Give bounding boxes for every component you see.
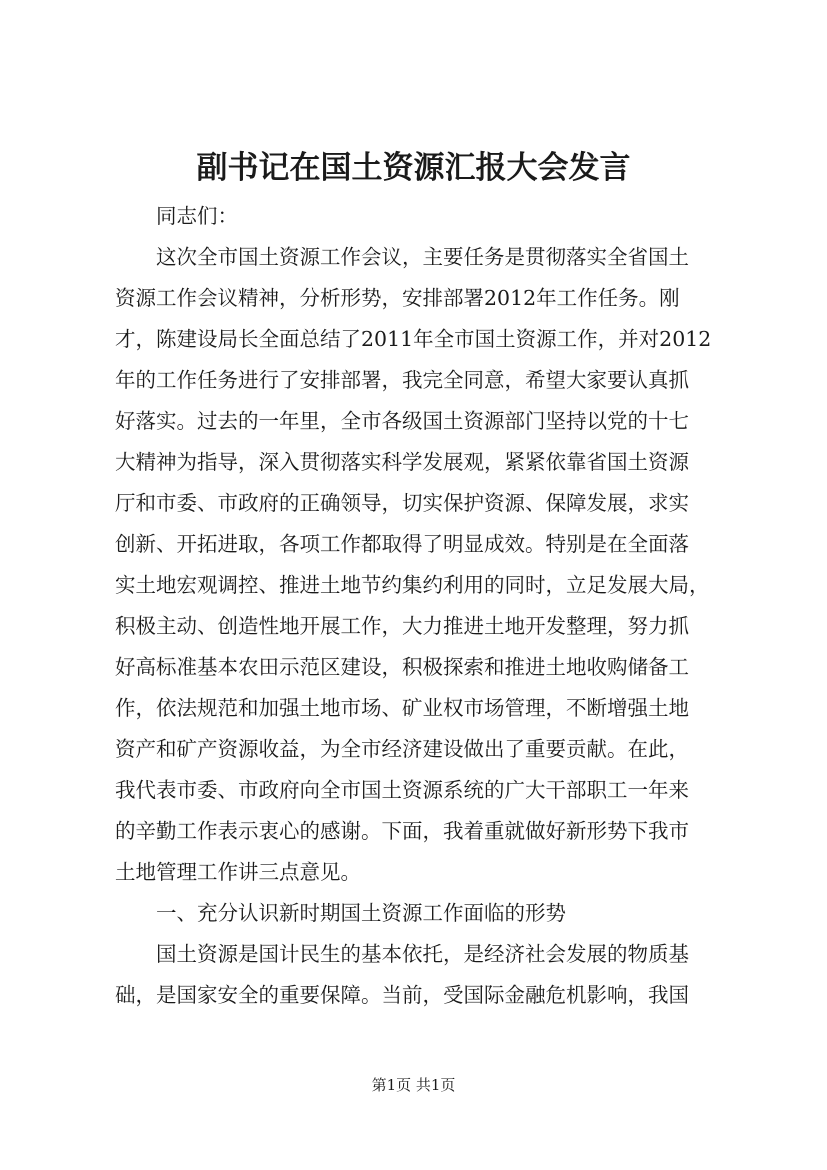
body-line: 土地管理工作讲三点意见。 <box>115 860 361 884</box>
body-line: 积极主动、创造性地开展工作，大力推进土地开发整理，努力抓 <box>115 614 689 638</box>
page-footer: 第1页 共1页 <box>371 1076 456 1094</box>
body-line: 好高标准基本农田示范区建设，积极探索和推进土地收购储备工 <box>115 655 689 679</box>
salutation: 同志们： <box>156 204 238 228</box>
body-line: 年的工作任务进行了安排部署，我完全同意，希望大家要认真抓 <box>115 368 689 392</box>
body-line: 资源工作会议精神，分析形势，安排部署2012年工作任务。刚 <box>115 286 680 310</box>
document-body <box>115 196 727 1016</box>
body-line: 好落实。过去的一年里，全市各级国土资源部门坚持以党的十七 <box>115 409 689 433</box>
section-heading: 一、充分认识新时期国土资源工作面临的形势 <box>156 901 566 925</box>
body-line: 这次全市国土资源工作会议，主要任务是贯彻落实全省国土 <box>156 245 689 269</box>
body-line: 国土资源是国计民生的基本依托，是经济社会发展的物质基 <box>156 942 689 966</box>
body-line: 的辛勤工作表示衷心的感谢。下面，我着重就做好新形势下我市 <box>115 819 689 843</box>
document-title: 副书记在国土资源汇报大会发言 <box>196 150 631 186</box>
body-line: 我代表市委、市政府向全市国土资源系统的广大干部职工一年来 <box>115 778 689 802</box>
body-line: 实土地宏观调控、推进土地节约集约利用的同时，立足发展大局， <box>115 573 710 597</box>
body-line: 厅和市委、市政府的正确领导，切实保护资源、保障发展，求实 <box>115 491 689 515</box>
body-line: 作，依法规范和加强土地市场、矿业权市场管理，不断增强土地 <box>115 696 689 720</box>
body-line: 才，陈建设局长全面总结了2011年全市国土资源工作，并对2012 <box>115 327 712 351</box>
body-line: 资产和矿产资源收益，为全市经济建设做出了重要贡献。在此， <box>115 737 689 761</box>
body-line: 础，是国家安全的重要保障。当前，受国际金融危机影响，我国 <box>115 983 689 1007</box>
body-line: 大精神为指导，深入贯彻落实科学发展观，紧紧依靠省国土资源 <box>115 450 689 474</box>
body-line: 创新、开拓进取，各项工作都取得了明显成效。特别是在全面落 <box>115 532 689 556</box>
